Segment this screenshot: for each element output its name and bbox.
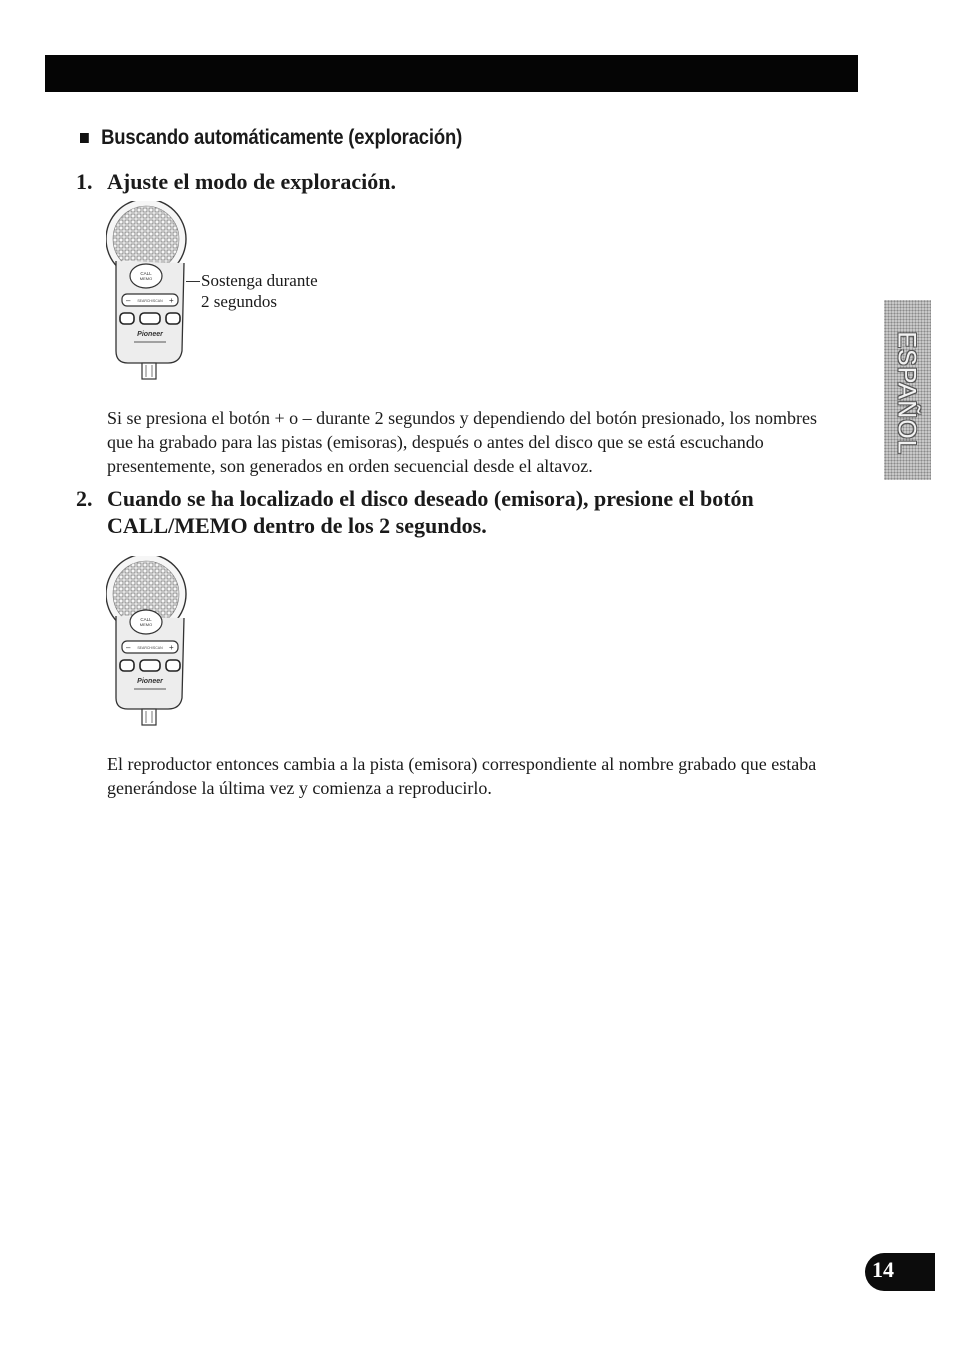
pioneer-logo-label: Pioneer xyxy=(137,331,163,338)
step-2-title-line-1: Cuando se ha localizado el disco deseado (emisora), presione el botón xyxy=(107,486,754,511)
svg-text:–: – xyxy=(126,643,131,652)
step-1-number: 1. xyxy=(76,169,93,194)
section-heading-text: Buscando automáticamente (exploración) xyxy=(101,126,463,149)
callout-line-2: 2 segundos xyxy=(201,292,278,311)
step-1-title: Ajuste el modo de exploración. xyxy=(107,169,397,194)
square-bullet-icon xyxy=(80,133,89,143)
step-2-title-line-2: CALL/MEMO dentro de los 2 segundos. xyxy=(107,513,487,538)
remote-controller-illustration xyxy=(106,201,196,381)
svg-text:+: + xyxy=(169,643,174,652)
memo-label: MEMO xyxy=(139,276,153,281)
step-2-number: 2. xyxy=(76,486,93,511)
search-scan-label: SEARCH/SCAN xyxy=(137,299,163,303)
call-label-2: CALL xyxy=(140,617,152,622)
step-1-heading xyxy=(76,168,396,195)
paragraph-playback-description: El reproductor entonces cambia a la pista (emisora) correspondiente al nombre grabado que estaba generándose la última vez y comienza a reproducirlo. xyxy=(107,754,817,798)
callout-leader-line xyxy=(186,281,200,282)
hold-callout xyxy=(201,270,318,312)
svg-text:+: + xyxy=(169,296,174,305)
svg-text:–: – xyxy=(126,296,131,305)
step-2-heading xyxy=(76,485,776,539)
search-scan-label-2: SEARCH/SCAN xyxy=(137,646,163,650)
call-label: CALL xyxy=(140,271,152,276)
callout-line-1: Sostenga durante xyxy=(201,271,318,290)
memo-label-2: MEMO xyxy=(139,622,153,627)
page-number: 14 xyxy=(872,1257,894,1282)
pioneer-logo-label-2: Pioneer xyxy=(137,678,163,685)
language-side-tab-label: ESPAÑOL xyxy=(892,331,921,455)
remote-controller-illustration-2 xyxy=(106,556,196,731)
paragraph-scan-description: Si se presiona el botón + o – durante 2 segundos y dependiendo del botón presionado, los nombres que ha grabado para las pistas (emisoras), después o antes del disco que se está escuchando presentemente, son generados en orden secuencial desde el altavoz. xyxy=(107,408,818,476)
section-heading xyxy=(80,126,462,150)
header-bar xyxy=(45,55,858,92)
